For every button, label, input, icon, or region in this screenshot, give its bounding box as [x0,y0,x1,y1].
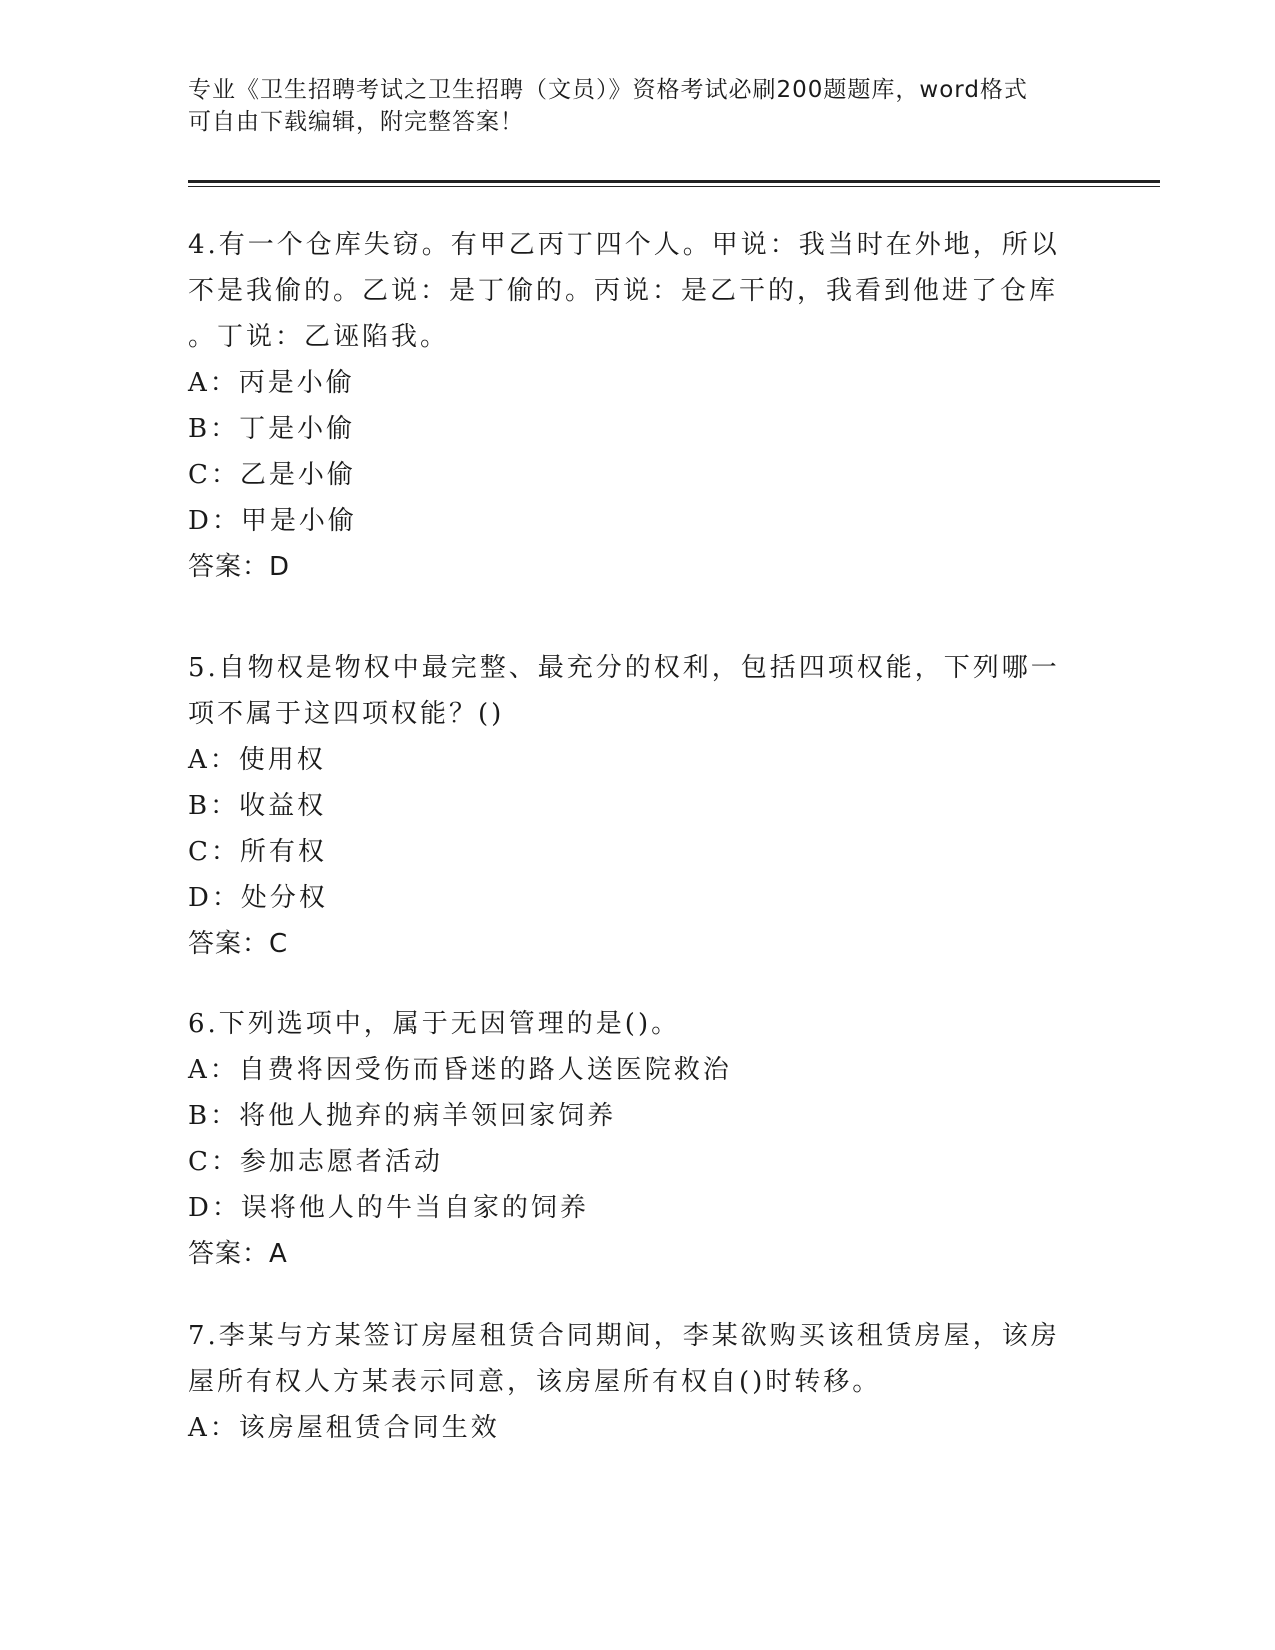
header-line-1: 专业《卫生招聘考试之卫生招聘（文员）》资格考试必刷200题题库，word格式 [188,77,1028,103]
option-c: C：参加志愿者活动 [188,1147,443,1177]
option-a: A：使用权 [188,745,326,775]
header-line-2: 可自由下载编辑，附完整答案！ [188,109,524,135]
question-text: 不是我偷的。乙说：是丁偷的。丙说：是乙干的，我看到他进了仓库 [188,276,1059,306]
header-divider-thin [188,186,1160,187]
option-d: D：甲是小偷 [188,506,357,536]
option-a: A：自费将因受伤而昏迷的路人送医院救治 [188,1055,732,1085]
question-text: 屋所有权人方某表示同意，该房屋所有权自()时转移。 [188,1367,882,1397]
option-b: B：将他人抛弃的病羊领回家饲养 [188,1101,617,1131]
option-c: C：乙是小偷 [188,460,356,490]
question-4 [188,222,1088,590]
question-text: 项不属于这四项权能？() [188,699,505,729]
option-c: C：所有权 [188,837,327,867]
question-7 [188,1313,1088,1451]
option-b: B：收益权 [188,791,327,821]
question-text: 6.下列选项中，属于无因管理的是()。 [188,1009,681,1039]
answer: 答案：C [188,929,289,959]
option-d: D：误将他人的牛当自家的饲养 [188,1193,589,1223]
option-b: B：丁是小偷 [188,414,356,444]
question-text: 。丁说：乙诬陷我。 [188,322,450,352]
question-6 [188,1001,1088,1277]
option-a: A：该房屋租赁合同生效 [188,1413,500,1443]
answer: 答案：D [188,552,291,582]
question-text: 7.李某与方某签订房屋租赁合同期间，李某欲购买该租赁房屋，该房 [188,1321,1060,1351]
answer: 答案：A [188,1239,288,1269]
header-divider [188,180,1160,183]
question-5 [188,645,1088,967]
question-text: 4.有一个仓库失窃。有甲乙丙丁四个人。甲说：我当时在外地，所以 [188,230,1060,260]
option-a: A：丙是小偷 [188,368,355,398]
option-d: D：处分权 [188,883,328,913]
document-header [188,74,1068,138]
question-text: 5.自物权是物权中最完整、最充分的权利，包括四项权能，下列哪一 [188,653,1060,683]
